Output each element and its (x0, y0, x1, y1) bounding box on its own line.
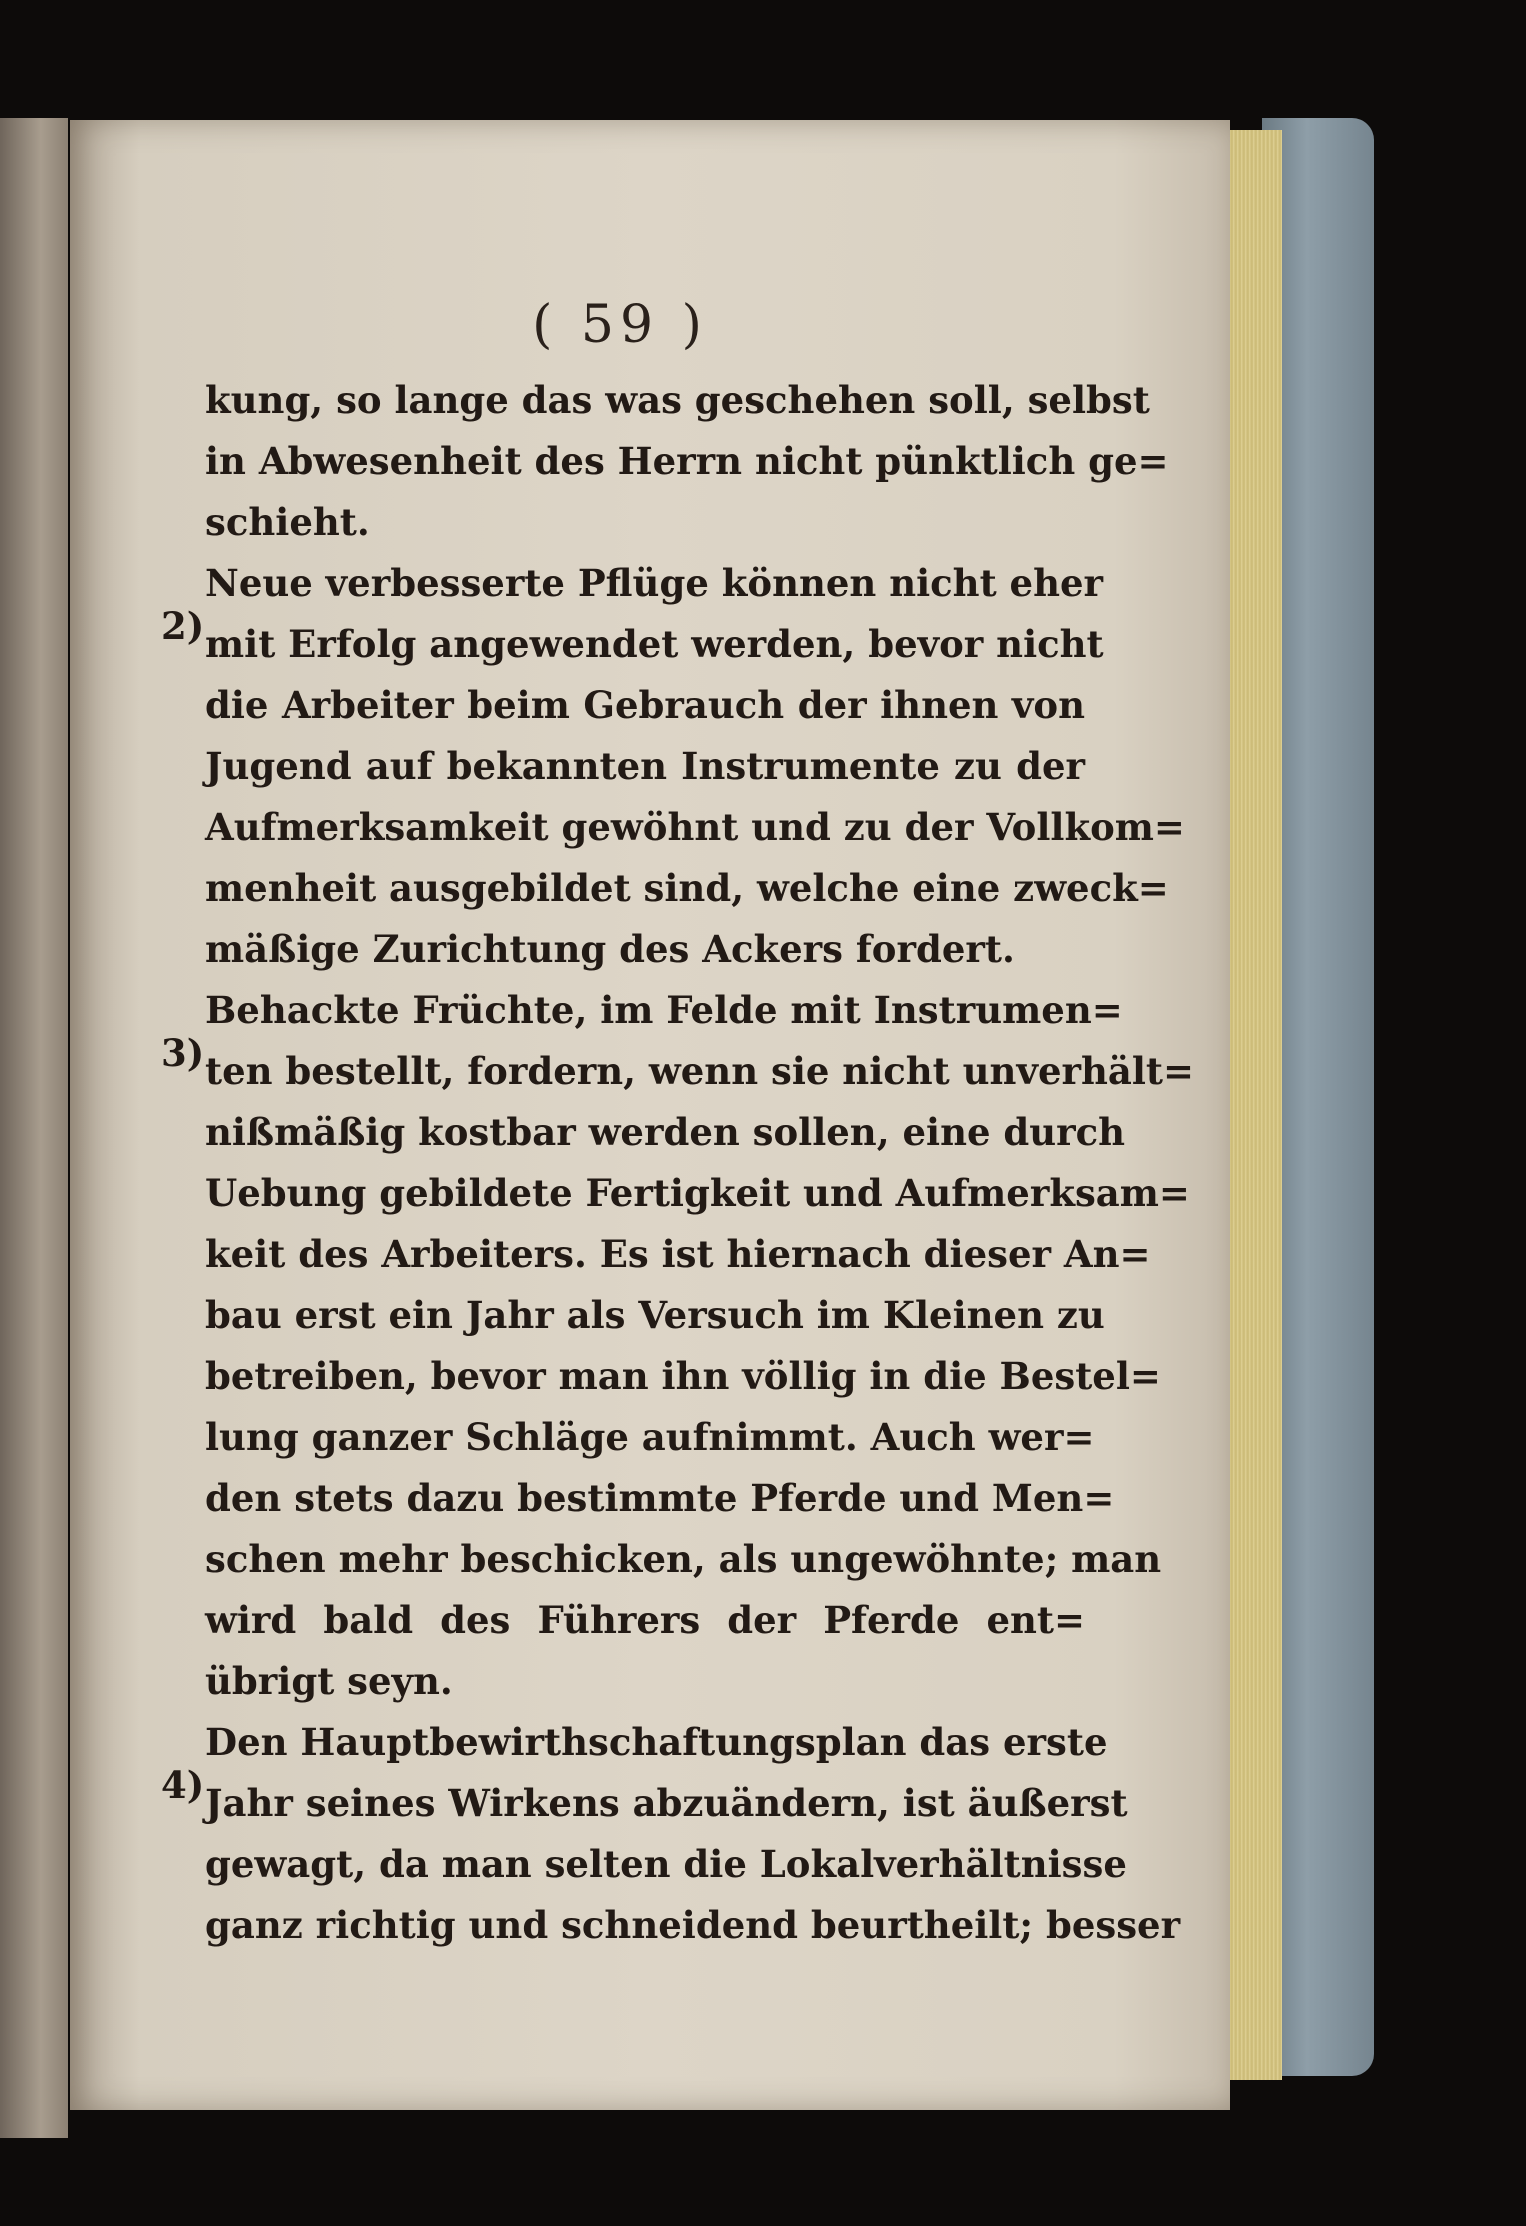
page-number: ( 59 ) (532, 295, 708, 355)
text-line (205, 919, 1085, 980)
line-text: menheit ausgebildet sind, welche eine zweck= (205, 866, 1169, 910)
text-line (205, 1041, 1195, 1102)
line-text: die Arbeiter beim Gebrauch der ihnen von (205, 683, 1085, 727)
line-text: mäßige Zurichtung des Ackers fordert. (205, 927, 1015, 971)
text-line (205, 1346, 1161, 1407)
line-text: gewagt, da man selten die Lokalverhältnisse (205, 1842, 1127, 1886)
text-line (205, 1285, 1105, 1346)
list-number: 4) (161, 1763, 205, 1807)
text-line (205, 1407, 1095, 1468)
line-text: den stets dazu bestimmte Pferde und Men= (205, 1476, 1115, 1520)
text-line (205, 431, 1169, 492)
list-number: 3) (161, 1031, 205, 1075)
line-text: Jugend auf bekannten Instrumente zu der (205, 744, 1085, 788)
facing-page-edge (0, 118, 68, 2138)
line-text: ganz richtig und schneidend beurtheilt; besser (205, 1903, 1181, 1947)
line-text: übrigt seyn. (205, 1659, 453, 1703)
text-line (205, 1590, 1085, 1651)
text-line (205, 1163, 1190, 1224)
text-line (205, 1651, 1085, 1712)
line-text: keit des Arbeiters. Es ist hiernach dieser An= (205, 1232, 1151, 1276)
list-number: 2) (161, 604, 205, 648)
line-text: in Abwesenheit des Herrn nicht pünktlich ge= (205, 439, 1169, 483)
text-line (205, 614, 1104, 675)
text-line (205, 1468, 1115, 1529)
text-line (205, 1834, 1127, 1895)
line-text: nißmäßig kostbar werden sollen, eine durch (205, 1110, 1126, 1154)
line-text: ten bestellt, fordern, wenn sie nicht unverhält= (205, 1049, 1195, 1093)
line-text: kung, so lange das was geschehen soll, selbst (205, 378, 1150, 422)
line-text: Aufmerksamkeit gewöhnt und zu der Vollkom= (205, 805, 1185, 849)
line-text: lung ganzer Schläge aufnimmt. Auch wer= (205, 1415, 1095, 1459)
line-text: schieht. (205, 500, 370, 544)
text-line (205, 858, 1169, 919)
text-line (205, 1895, 1181, 1956)
text-line (205, 736, 1085, 797)
line-text: schen mehr beschicken, als ungewöhnte; man (205, 1537, 1162, 1581)
text-line (205, 797, 1185, 858)
line-text: wird bald des Führers der Pferde ent= (205, 1598, 1085, 1642)
text-line (205, 370, 1150, 431)
text-line (205, 1224, 1151, 1285)
page-edges (1222, 130, 1282, 2080)
line-text: Den Hauptbewirthschaftungsplan das erste (205, 1720, 1108, 1764)
line-text: Uebung gebildete Fertigkeit und Aufmerksam= (205, 1171, 1190, 1215)
line-text: Jahr seines Wirkens abzuändern, ist äußerst (205, 1781, 1128, 1825)
text-line (205, 675, 1085, 736)
line-text: Neue verbesserte Pflüge können nicht eher (205, 561, 1104, 605)
text-line (205, 492, 1085, 553)
text-line (205, 1529, 1162, 1590)
text-line (205, 1773, 1128, 1834)
line-text: Behackte Früchte, im Felde mit Instrumen= (205, 988, 1123, 1032)
line-text: bau erst ein Jahr als Versuch im Kleinen zu (205, 1293, 1105, 1337)
line-text: betreiben, bevor man ihn völlig in die Bestel= (205, 1354, 1161, 1398)
line-text: mit Erfolg angewendet werden, bevor nicht (205, 622, 1104, 666)
text-line (205, 1102, 1126, 1163)
body-text (161, 370, 1195, 1956)
